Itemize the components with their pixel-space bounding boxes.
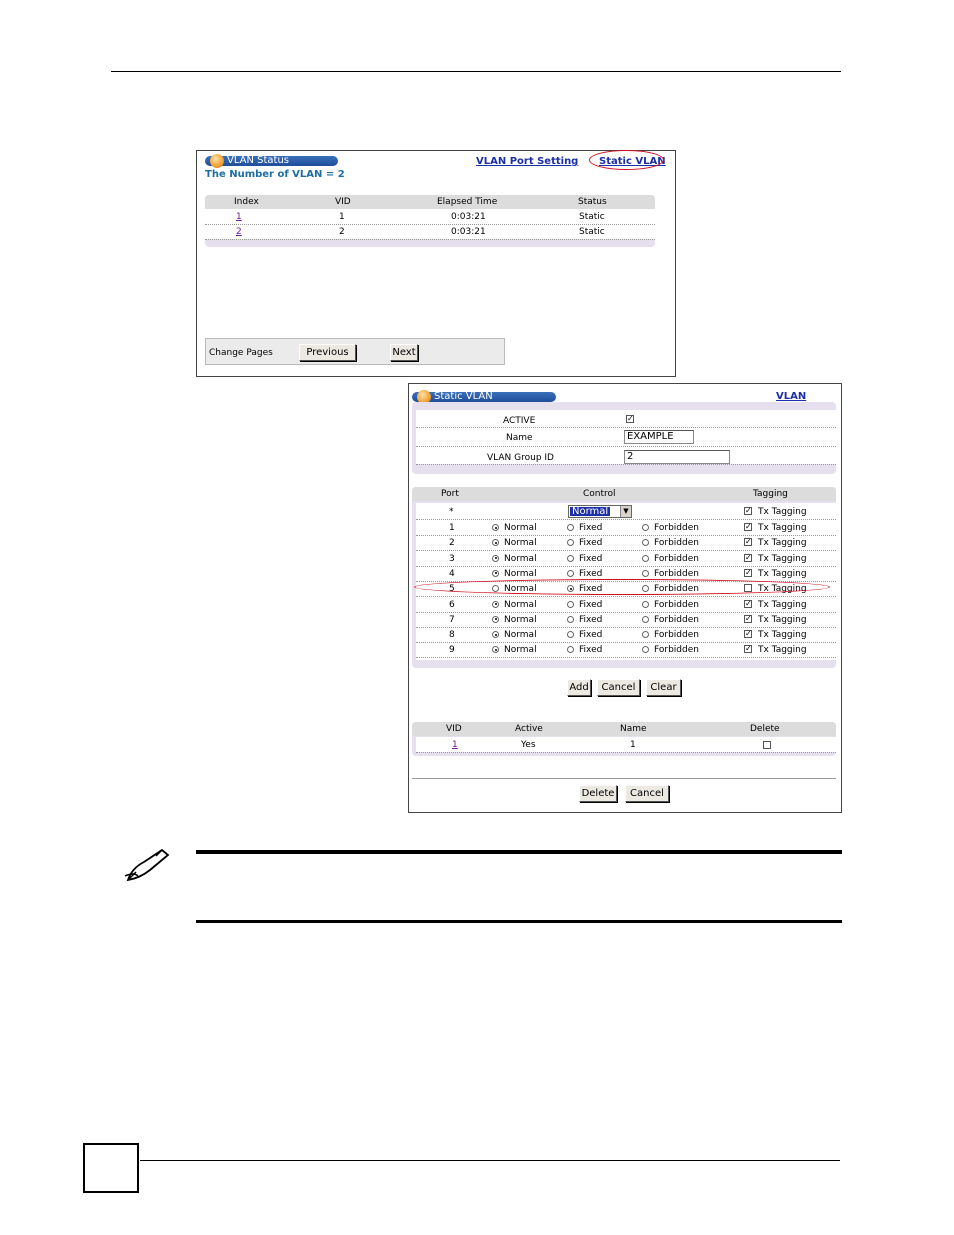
footer-rule [140, 1160, 840, 1161]
port-forbidden-radio[interactable] [642, 555, 649, 562]
header-rule [111, 71, 841, 72]
port-fixed-radio[interactable] [567, 524, 574, 531]
vlan-status-title-bar [205, 156, 338, 166]
static-vlan-screenshot [408, 383, 842, 813]
port-tx-tagging-label: Tx Tagging [758, 538, 807, 549]
port-fixed-label: Fixed [579, 584, 603, 595]
active-label: ACTIVE [503, 416, 536, 426]
port-normal-radio[interactable] [492, 524, 499, 531]
list-row-active: Yes [521, 740, 536, 750]
row1-vid: 1 [339, 212, 345, 222]
static-vlan-highlight [589, 150, 664, 170]
list-row-delete-checkbox[interactable] [763, 741, 771, 749]
all-port-symbol: * [449, 507, 454, 517]
port-tx-tagging-label: Tx Tagging [758, 568, 807, 579]
change-pages-bar [205, 338, 505, 365]
change-pages-label: Change Pages [209, 348, 273, 358]
all-tx-tagging-label: Tx Tagging [758, 507, 807, 517]
note-pencil-icon [122, 846, 172, 886]
port-forbidden-label: Forbidden [654, 523, 699, 533]
settings-block [412, 402, 836, 474]
cancel-button[interactable]: Cancel [597, 679, 640, 696]
cancel2-button[interactable]: Cancel [625, 785, 669, 802]
port-normal-label: Normal [504, 614, 537, 625]
row-divider [416, 642, 836, 643]
row-divider [205, 239, 655, 240]
all-control-value: Normal [572, 506, 609, 517]
row-divider [416, 535, 836, 536]
port-fixed-label: Fixed [579, 614, 603, 625]
group-id-label: VLAN Group ID [487, 453, 554, 463]
port-fixed-label: Fixed [579, 568, 603, 579]
port-forbidden-label: Forbidden [654, 599, 699, 610]
port-forbidden-label: Forbidden [654, 630, 699, 641]
col-status: Status [578, 197, 607, 207]
row1-index-link[interactable]: 1 [236, 212, 242, 222]
port-tx-tagging-checkbox[interactable]: ✓ [745, 644, 752, 654]
port-number: 4 [449, 568, 455, 579]
vlan-list-table [412, 722, 836, 756]
port-forbidden-label: Forbidden [654, 584, 699, 595]
port-forbidden-radio[interactable] [642, 524, 649, 531]
port-fixed-label: Fixed [579, 599, 603, 610]
row1-status: Static [579, 212, 605, 222]
port-table [412, 487, 836, 668]
port-number: 5 [449, 584, 455, 595]
vlan-status-screenshot [196, 150, 676, 377]
port-forbidden-label: Forbidden [654, 553, 699, 564]
port-tx-tagging-label: Tx Tagging [758, 523, 807, 533]
add-button[interactable]: Add [567, 679, 591, 696]
port-tx-tagging-label: Tx Tagging [758, 599, 807, 610]
port-forbidden-label: Forbidden [654, 568, 699, 579]
delete-button[interactable]: Delete [579, 785, 617, 802]
port-number: 2 [449, 538, 455, 549]
port-normal-radio[interactable] [492, 555, 499, 562]
static-vlan-title: Static VLAN [434, 391, 493, 402]
col-index: Index [234, 197, 259, 207]
row-divider [416, 612, 836, 613]
vlan-count-text: The Number of VLAN = 2 [205, 169, 345, 180]
row2-vid: 2 [339, 227, 345, 237]
port-tx-tagging-checkbox[interactable]: ✓ [745, 629, 752, 639]
row-divider [416, 657, 836, 658]
port-tx-tagging-checkbox[interactable]: ✓ [745, 598, 752, 608]
port-forbidden-radio[interactable] [642, 601, 649, 608]
row-divider [416, 446, 836, 447]
col-control: Control [583, 489, 616, 499]
port-tx-tagging-checkbox[interactable]: ✓ [745, 522, 752, 531]
port-fixed-radio[interactable] [567, 570, 574, 577]
port-number: 3 [449, 553, 455, 564]
list-col-active: Active [515, 724, 543, 734]
col-tagging: Tagging [753, 489, 788, 499]
list-body [416, 737, 836, 752]
col-vid: VID [335, 197, 351, 207]
row-divider [416, 427, 836, 428]
vlan-status-title: VLAN Status [227, 155, 290, 166]
list-row-vid-link[interactable]: 1 [452, 740, 458, 750]
port-fixed-label: Fixed [579, 523, 603, 533]
row2-elapsed: 0:03:21 [451, 227, 486, 237]
port-normal-radio[interactable] [492, 616, 499, 623]
port-forbidden-label: Forbidden [654, 614, 699, 625]
name-input[interactable]: EXAMPLE [624, 430, 694, 444]
row2-index-link[interactable]: 2 [236, 227, 242, 237]
static-vlan-link[interactable]: Static VLAN [599, 156, 666, 167]
row-divider [416, 596, 836, 597]
row-divider [416, 752, 836, 753]
row-divider [205, 224, 655, 225]
port-tx-tagging-label: Tx Tagging [758, 584, 807, 595]
clear-button[interactable]: Clear [646, 679, 681, 696]
name-label: Name [506, 433, 533, 443]
port-fixed-label: Fixed [579, 645, 603, 656]
port-number: 1 [449, 523, 455, 533]
port-fixed-label: Fixed [579, 630, 603, 641]
port-fixed-radio[interactable] [567, 601, 574, 608]
list-row-name: 1 [630, 740, 636, 750]
row-divider [416, 627, 836, 628]
port-normal-label: Normal [504, 630, 537, 641]
port-fixed-radio[interactable] [567, 555, 574, 562]
list-col-delete: Delete [750, 724, 780, 734]
port-tx-tagging-label: Tx Tagging [758, 614, 807, 625]
port5-highlight [414, 579, 830, 595]
vlan-table [205, 195, 655, 247]
next-button[interactable]: Next [390, 344, 418, 361]
col-port: Port [441, 489, 459, 499]
row-divider [416, 464, 836, 465]
port-tx-tagging-checkbox[interactable]: ✓ [745, 537, 752, 547]
chevron-down-icon: ▼ [620, 506, 631, 517]
port-normal-label: Normal [504, 568, 537, 579]
port-fixed-label: Fixed [579, 553, 603, 564]
port-tx-tagging-label: Tx Tagging [758, 553, 807, 564]
previous-button[interactable]: Previous [299, 344, 356, 361]
port-normal-radio[interactable] [492, 570, 499, 577]
port-normal-label: Normal [504, 538, 537, 549]
list-col-name: Name [620, 724, 647, 734]
col-elapsed: Elapsed Time [437, 197, 498, 207]
vlan-port-setting-link[interactable]: VLAN Port Setting [476, 156, 579, 167]
orb-icon [210, 154, 224, 168]
row2-status: Static [579, 227, 605, 237]
vlan-status-link[interactable]: VLAN [776, 391, 807, 402]
port-number: 7 [449, 614, 455, 625]
port-forbidden-label: Forbidden [654, 645, 699, 656]
list-col-vid: VID [446, 724, 462, 734]
row-divider [416, 566, 836, 567]
port-normal-label: Normal [504, 523, 537, 533]
note-rule-top [196, 850, 842, 854]
row-divider [416, 550, 836, 551]
port-normal-label: Normal [504, 599, 537, 610]
port-fixed-label: Fixed [579, 538, 603, 549]
port-normal-label: Normal [504, 645, 537, 656]
port-tx-tagging-label: Tx Tagging [758, 645, 807, 656]
port-normal-label: Normal [504, 584, 537, 595]
panel-divider [412, 778, 836, 779]
note-rule-bottom [196, 920, 842, 923]
port-fixed-radio[interactable] [567, 616, 574, 623]
port-tx-tagging-checkbox[interactable]: ✓ [745, 613, 752, 623]
port-tx-tagging-label: Tx Tagging [758, 630, 807, 641]
static-vlan-title-bar [412, 392, 556, 402]
port-tx-tagging-checkbox[interactable]: ✓ [745, 567, 752, 577]
port-forbidden-label: Forbidden [654, 538, 699, 549]
port-forbidden-radio[interactable] [642, 616, 649, 623]
all-tx-tagging-checkbox[interactable]: ✓ [745, 506, 752, 515]
port-number: 8 [449, 630, 455, 641]
port-number: 6 [449, 599, 455, 610]
port-normal-label: Normal [504, 553, 537, 564]
active-checkbox[interactable]: ✓ [627, 414, 634, 423]
row-divider [416, 519, 836, 520]
port-tx-tagging-checkbox[interactable]: ✓ [745, 552, 752, 562]
port-number: 9 [449, 645, 455, 656]
port-normal-radio[interactable] [492, 601, 499, 608]
all-control-select[interactable] [568, 505, 632, 518]
group-id-input[interactable]: 2 [624, 450, 730, 464]
port-forbidden-radio[interactable] [642, 570, 649, 577]
page-number-box [83, 1143, 139, 1193]
row1-elapsed: 0:03:21 [451, 212, 486, 222]
